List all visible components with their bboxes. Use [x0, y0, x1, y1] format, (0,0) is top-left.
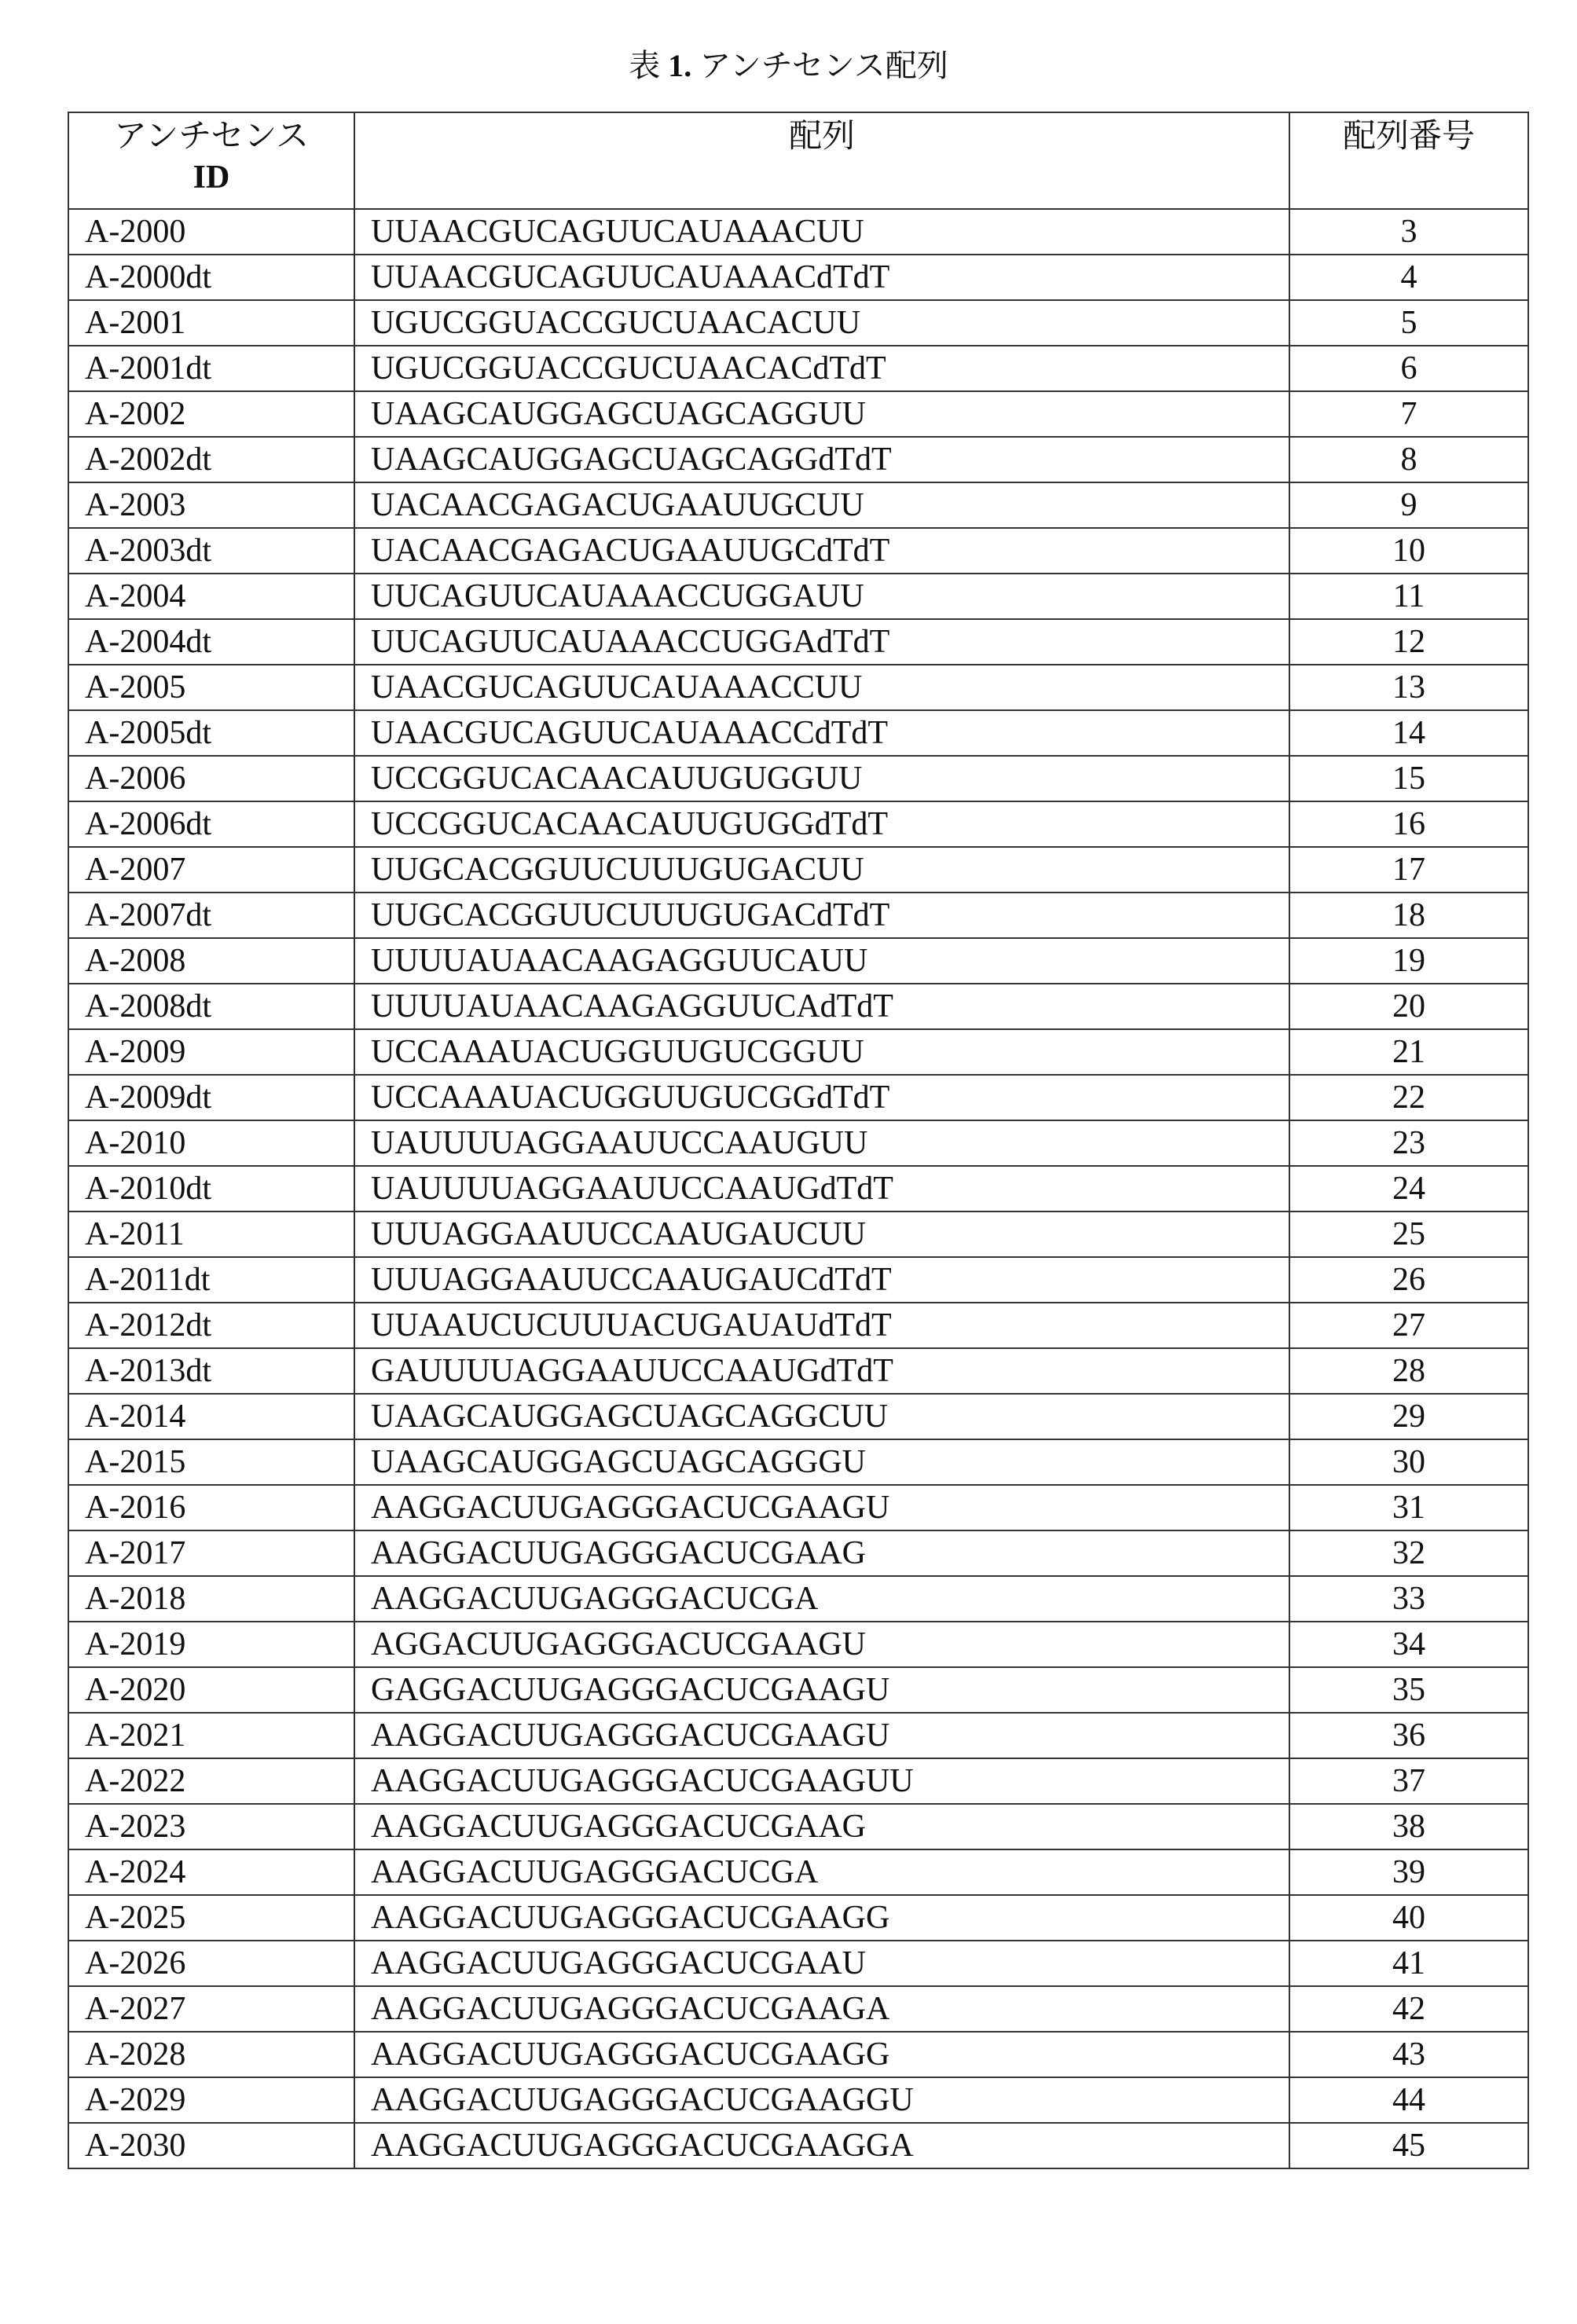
table-row [68, 801, 1528, 847]
sequence-cell: AAGGACUUGAGGGACUCGAAGG [354, 2032, 1289, 2077]
seq-no-cell: 38 [1289, 1804, 1528, 1849]
antisense-id-cell: A-2011 [68, 1211, 354, 1257]
seq-no-cell: 45 [1289, 2123, 1528, 2168]
seq-no-cell: 39 [1289, 1849, 1528, 1895]
table-row [68, 300, 1528, 346]
seq-no-cell: 22 [1289, 1075, 1528, 1120]
table-title [0, 41, 1577, 86]
antisense-id-cell: A-2002 [68, 391, 354, 437]
antisense-id-cell: A-2006dt [68, 801, 354, 847]
antisense-id-cell: A-2000dt [68, 255, 354, 300]
sequence-cell: AAGGACUUGAGGGACUCGAAG [354, 1530, 1289, 1576]
sequence-cell: AAGGACUUGAGGGACUCGAAG [354, 1804, 1289, 1849]
seq-no-cell: 19 [1289, 938, 1528, 984]
sequence-cell: UAAGCAUGGAGCUAGCAGGCUU [354, 1394, 1289, 1439]
table-row [68, 2123, 1528, 2168]
sequence-cell: AAGGACUUGAGGGACUCGAAGUU [354, 1758, 1289, 1804]
seq-no-cell: 37 [1289, 1758, 1528, 1804]
sequence-cell: UUCAGUUCAUAAACCUGGAUU [354, 574, 1289, 619]
antisense-id-cell: A-2017 [68, 1530, 354, 1576]
table-row [68, 1713, 1528, 1758]
antisense-id-cell: A-2008dt [68, 984, 354, 1029]
sequence-cell: UUAACGUCAGUUCAUAAACdTdT [354, 255, 1289, 300]
table-row [68, 1986, 1528, 2032]
table-row [68, 1075, 1528, 1120]
seq-no-cell: 35 [1289, 1667, 1528, 1713]
seq-no-cell: 7 [1289, 391, 1528, 437]
sequence-cell: UCCGGUCACAACAUUGUGGdTdT [354, 801, 1289, 847]
table-row [68, 1166, 1528, 1211]
header-antisense-id [68, 112, 354, 209]
table-row [68, 1439, 1528, 1485]
antisense-id-cell: A-2003dt [68, 528, 354, 574]
antisense-id-cell: A-2015 [68, 1439, 354, 1485]
table-row [68, 710, 1528, 756]
table-row [68, 346, 1528, 391]
sequence-cell: UAACGUCAGUUCAUAAACCdTdT [354, 710, 1289, 756]
title-number: 1. [668, 48, 691, 83]
table-row [68, 1941, 1528, 1986]
sequence-cell: UUUAGGAAUUCCAAUGAUCUU [354, 1211, 1289, 1257]
sequence-cell: UCCAAAUACUGGUUGUCGGUU [354, 1029, 1289, 1075]
seq-no-cell: 3 [1289, 209, 1528, 255]
sequence-cell: UUAAUCUCUUUACUGAUAUdTdT [354, 1303, 1289, 1348]
sequence-cell: AAGGACUUGAGGGACUCGA [354, 1849, 1289, 1895]
seq-no-cell: 42 [1289, 1986, 1528, 2032]
header-seq-no: 配列番号 [1289, 112, 1528, 209]
seq-no-cell: 12 [1289, 619, 1528, 665]
antisense-id-cell: A-2005dt [68, 710, 354, 756]
table-row [68, 1303, 1528, 1348]
table-row [68, 482, 1528, 528]
seq-no-cell: 34 [1289, 1622, 1528, 1667]
antisense-id-cell: A-2022 [68, 1758, 354, 1804]
table-row [68, 1029, 1528, 1075]
antisense-id-cell: A-2020 [68, 1667, 354, 1713]
seq-no-cell: 17 [1289, 847, 1528, 893]
seq-no-cell: 25 [1289, 1211, 1528, 1257]
table-row [68, 847, 1528, 893]
table-row [68, 665, 1528, 710]
seq-no-cell: 44 [1289, 2077, 1528, 2123]
seq-no-cell: 13 [1289, 665, 1528, 710]
sequence-cell: UUUUAUAACAAGAGGUUCAUU [354, 938, 1289, 984]
sequence-cell: GAUUUUAGGAAUUCCAAUGdTdT [354, 1348, 1289, 1394]
seq-no-cell: 40 [1289, 1895, 1528, 1941]
header-id-line1: アンチセンス [69, 116, 354, 157]
antisense-id-cell: A-2027 [68, 1986, 354, 2032]
antisense-id-cell: A-2019 [68, 1622, 354, 1667]
title-text: アンチセンス配列 [691, 48, 948, 83]
seq-no-cell: 30 [1289, 1439, 1528, 1485]
seq-no-cell: 24 [1289, 1166, 1528, 1211]
table-row [68, 391, 1528, 437]
table-row [68, 2077, 1528, 2123]
seq-no-cell: 6 [1289, 346, 1528, 391]
sequence-cell: UUCAGUUCAUAAACCUGGAdTdT [354, 619, 1289, 665]
antisense-id-cell: A-2010 [68, 1120, 354, 1166]
sequence-cell: AAGGACUUGAGGGACUCGAAGU [354, 1485, 1289, 1530]
header-sequence: 配列 [354, 112, 1289, 209]
sequence-cell: UGUCGGUACCGUCUAACACdTdT [354, 346, 1289, 391]
sequence-cell: UAUUUUAGGAAUUCCAAUGdTdT [354, 1166, 1289, 1211]
table-row [68, 1485, 1528, 1530]
table-row [68, 255, 1528, 300]
sequence-cell: AAGGACUUGAGGGACUCGAAGGU [354, 2077, 1289, 2123]
header-row [68, 112, 1528, 209]
table-row [68, 1622, 1528, 1667]
antisense-id-cell: A-2016 [68, 1485, 354, 1530]
sequence-cell: AAGGACUUGAGGGACUCGAAU [354, 1941, 1289, 1986]
antisense-id-cell: A-2014 [68, 1394, 354, 1439]
sequence-cell: AAGGACUUGAGGGACUCGAAGU [354, 1713, 1289, 1758]
sequence-cell: UAAGCAUGGAGCUAGCAGGGU [354, 1439, 1289, 1485]
sequence-cell: GAGGACUUGAGGGACUCGAAGU [354, 1667, 1289, 1713]
antisense-id-cell: A-2028 [68, 2032, 354, 2077]
antisense-id-cell: A-2004dt [68, 619, 354, 665]
antisense-id-cell: A-2026 [68, 1941, 354, 1986]
antisense-id-cell: A-2006 [68, 756, 354, 801]
antisense-id-cell: A-2024 [68, 1849, 354, 1895]
sequence-cell: AAGGACUUGAGGGACUCGAAGA [354, 1986, 1289, 2032]
sequence-cell: AAGGACUUGAGGGACUCGAAGG [354, 1895, 1289, 1941]
antisense-id-cell: A-2013dt [68, 1348, 354, 1394]
seq-no-cell: 27 [1289, 1303, 1528, 1348]
table-row [68, 1257, 1528, 1303]
seq-no-cell: 31 [1289, 1485, 1528, 1530]
antisense-sequence-table [68, 112, 1529, 2169]
sequence-cell: UAUUUUAGGAAUUCCAAUGUU [354, 1120, 1289, 1166]
antisense-id-cell: A-2009dt [68, 1075, 354, 1120]
sequence-cell: UAACGUCAGUUCAUAAACCUU [354, 665, 1289, 710]
seq-no-cell: 18 [1289, 893, 1528, 938]
table-row [68, 574, 1528, 619]
sequence-cell: UCCGGUCACAACAUUGUGGUU [354, 756, 1289, 801]
antisense-id-cell: A-2030 [68, 2123, 354, 2168]
sequence-cell: AGGACUUGAGGGACUCGAAGU [354, 1622, 1289, 1667]
antisense-id-cell: A-2010dt [68, 1166, 354, 1211]
table-row [68, 1804, 1528, 1849]
antisense-id-cell: A-2002dt [68, 437, 354, 482]
antisense-id-cell: A-2001 [68, 300, 354, 346]
sequence-cell: UUAACGUCAGUUCAUAAACUU [354, 209, 1289, 255]
table-row [68, 1895, 1528, 1941]
sequence-cell: UUUUAUAACAAGAGGUUCAdTdT [354, 984, 1289, 1029]
title-prefix: 表 [629, 48, 668, 83]
table-row [68, 1530, 1528, 1576]
seq-no-cell: 4 [1289, 255, 1528, 300]
sequence-cell: UUGCACGGUUCUUUGUGACUU [354, 847, 1289, 893]
table-row [68, 209, 1528, 255]
sequence-cell: UACAACGAGACUGAAUUGCUU [354, 482, 1289, 528]
antisense-id-cell: A-2001dt [68, 346, 354, 391]
table-body [68, 209, 1528, 2168]
table-row [68, 1120, 1528, 1166]
seq-no-cell: 11 [1289, 574, 1528, 619]
antisense-id-cell: A-2018 [68, 1576, 354, 1622]
antisense-id-cell: A-2021 [68, 1713, 354, 1758]
table-row [68, 938, 1528, 984]
sequence-cell: UACAACGAGACUGAAUUGCdTdT [354, 528, 1289, 574]
antisense-id-cell: A-2008 [68, 938, 354, 984]
sequence-cell: UAAGCAUGGAGCUAGCAGGUU [354, 391, 1289, 437]
seq-no-cell: 9 [1289, 482, 1528, 528]
seq-no-cell: 8 [1289, 437, 1528, 482]
seq-no-cell: 21 [1289, 1029, 1528, 1075]
sequence-cell: UAAGCAUGGAGCUAGCAGGdTdT [354, 437, 1289, 482]
table-row [68, 1211, 1528, 1257]
table-row [68, 1667, 1528, 1713]
antisense-id-cell: A-2007 [68, 847, 354, 893]
seq-no-cell: 26 [1289, 1257, 1528, 1303]
antisense-id-cell: A-2004 [68, 574, 354, 619]
sequence-cell: UUGCACGGUUCUUUGUGACdTdT [354, 893, 1289, 938]
table-row [68, 984, 1528, 1029]
seq-no-cell: 43 [1289, 2032, 1528, 2077]
antisense-id-cell: A-2023 [68, 1804, 354, 1849]
header-id-line2: ID [69, 157, 354, 198]
sequence-cell: AAGGACUUGAGGGACUCGAAGGA [354, 2123, 1289, 2168]
antisense-id-cell: A-2005 [68, 665, 354, 710]
table-row [68, 437, 1528, 482]
seq-no-cell: 15 [1289, 756, 1528, 801]
seq-no-cell: 23 [1289, 1120, 1528, 1166]
seq-no-cell: 29 [1289, 1394, 1528, 1439]
seq-no-cell: 5 [1289, 300, 1528, 346]
antisense-id-cell: A-2011dt [68, 1257, 354, 1303]
table-row [68, 1394, 1528, 1439]
antisense-id-cell: A-2025 [68, 1895, 354, 1941]
sequence-cell: UUUAGGAAUUCCAAUGAUCdTdT [354, 1257, 1289, 1303]
antisense-id-cell: A-2029 [68, 2077, 354, 2123]
table-row [68, 619, 1528, 665]
table-row [68, 1849, 1528, 1895]
seq-no-cell: 16 [1289, 801, 1528, 847]
seq-no-cell: 33 [1289, 1576, 1528, 1622]
sequence-cell: UCCAAAUACUGGUUGUCGGdTdT [354, 1075, 1289, 1120]
antisense-id-cell: A-2009 [68, 1029, 354, 1075]
antisense-id-cell: A-2007dt [68, 893, 354, 938]
table-row [68, 756, 1528, 801]
seq-no-cell: 32 [1289, 1530, 1528, 1576]
antisense-id-cell: A-2000 [68, 209, 354, 255]
seq-no-cell: 20 [1289, 984, 1528, 1029]
table-row [68, 1758, 1528, 1804]
sequence-cell: AAGGACUUGAGGGACUCGA [354, 1576, 1289, 1622]
antisense-id-cell: A-2003 [68, 482, 354, 528]
table-row [68, 1348, 1528, 1394]
antisense-id-cell: A-2012dt [68, 1303, 354, 1348]
table-row [68, 528, 1528, 574]
seq-no-cell: 41 [1289, 1941, 1528, 1986]
seq-no-cell: 10 [1289, 528, 1528, 574]
table-row [68, 2032, 1528, 2077]
sequence-cell: UGUCGGUACCGUCUAACACUU [354, 300, 1289, 346]
table-row [68, 1576, 1528, 1622]
seq-no-cell: 36 [1289, 1713, 1528, 1758]
seq-no-cell: 28 [1289, 1348, 1528, 1394]
table-row [68, 893, 1528, 938]
seq-no-cell: 14 [1289, 710, 1528, 756]
